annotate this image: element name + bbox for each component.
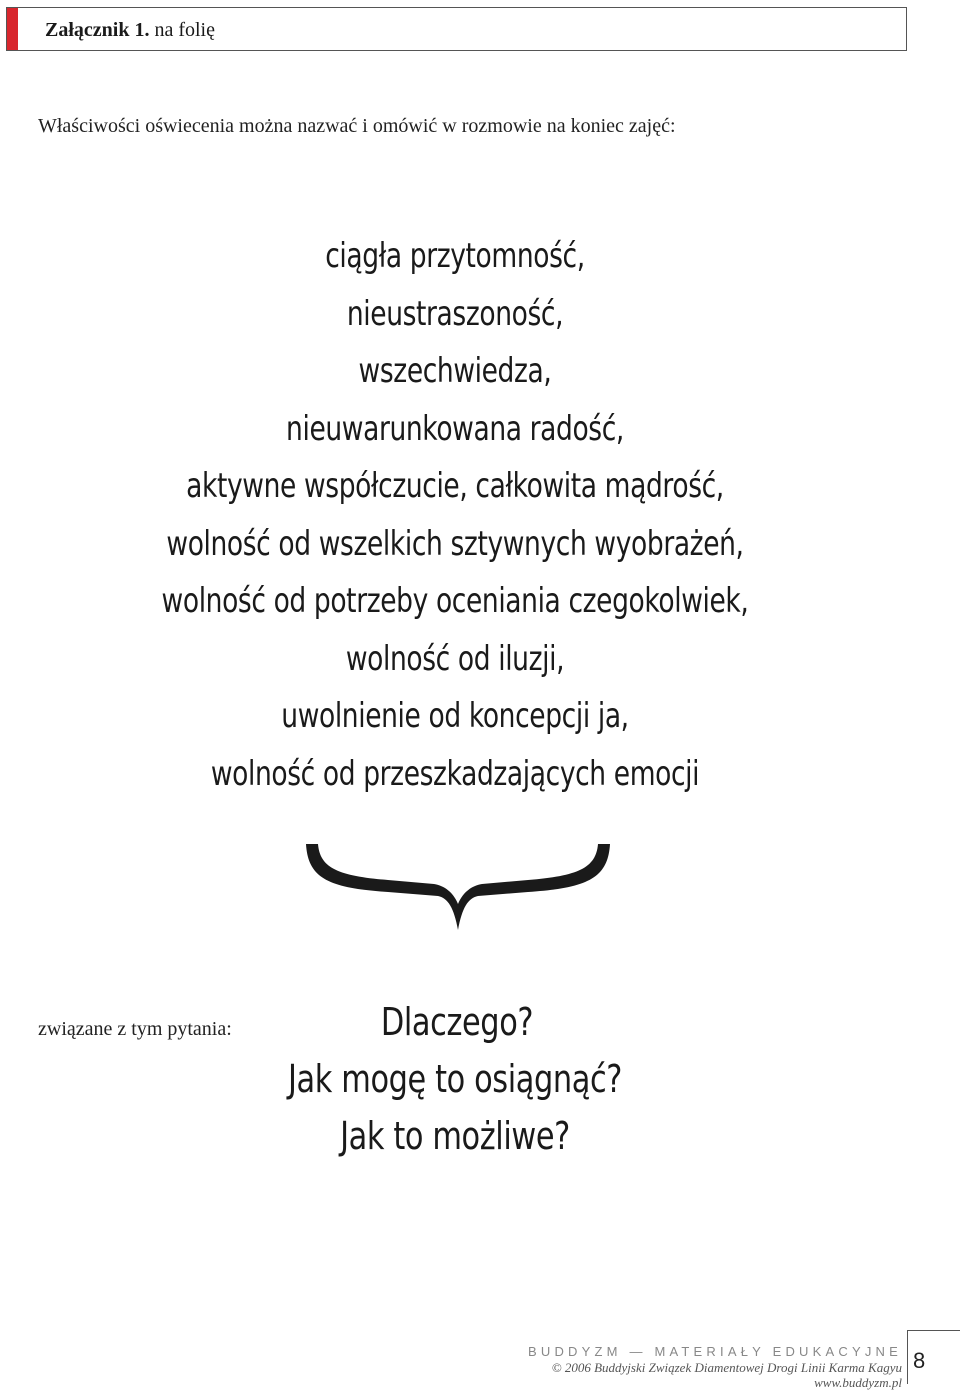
- quality-item: wszechwiedza,: [358, 351, 552, 391]
- question-item: Dlaczego?: [380, 1000, 534, 1044]
- quality-item: nieuwarunkowana radość,: [286, 408, 624, 449]
- questions-list: [0, 994, 910, 1165]
- header-title-bold: Załącznik 1.: [45, 19, 150, 41]
- quality-item: nieustraszoność,: [346, 293, 564, 334]
- quality-item: aktywne współczucie, całkowita mądrość,: [186, 466, 724, 506]
- quality-item: wolność od wszelkich sztywnych wyobrażeń,: [166, 523, 744, 564]
- curly-brace-icon: [298, 838, 618, 934]
- footer-series: BUDDYZM — MATERIAŁY EDUKACYJNE: [527, 1344, 902, 1359]
- question-item: Jak mogę to osiągnąć?: [287, 1057, 623, 1101]
- quality-item: wolność od przeszkadzających emocji: [210, 753, 700, 794]
- header-title: [45, 18, 215, 42]
- question-item: Jak to możliwe?: [340, 1114, 570, 1158]
- quality-item: wolność od iluzji,: [345, 638, 565, 679]
- footer: [528, 1344, 902, 1390]
- quality-item: uwolnienie od koncepcji ja,: [281, 696, 629, 736]
- intro-text: Właściwości oświecenia można nazwać i omówić w rozmowie na koniec zajęć:: [38, 115, 676, 137]
- header-title-rest: na folię: [154, 19, 215, 41]
- questions-label: związane z tym pytania:: [38, 1018, 232, 1040]
- header-accent-bar: [7, 8, 18, 50]
- footer-url: www.buddyzm.pl: [814, 1375, 902, 1390]
- quality-item: ciągła przytomność,: [325, 236, 585, 276]
- qualities-list: [0, 228, 910, 803]
- header-box: [6, 7, 907, 51]
- quality-item: wolność od potrzeby oceniania czegokolwiek,: [161, 581, 749, 621]
- page-number: 8: [913, 1348, 926, 1373]
- footer-copyright: © 2006 Buddyjski Związek Diamentowej Drogi Linii Karma Kagyu: [551, 1360, 902, 1375]
